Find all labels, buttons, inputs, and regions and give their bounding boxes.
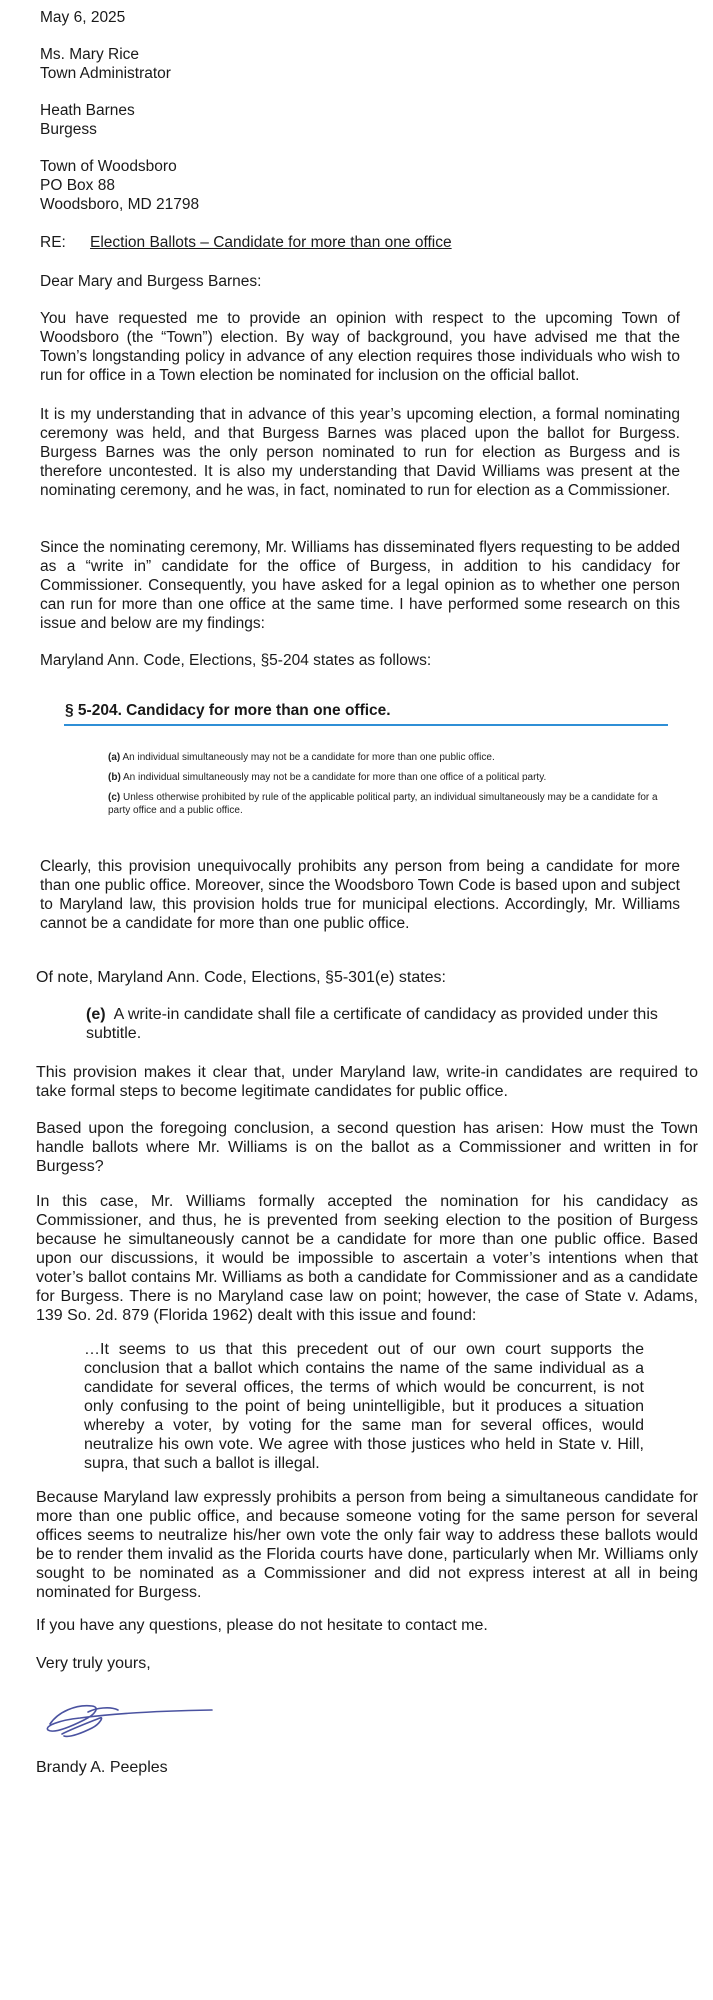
paragraph-final-conclusion: Because Maryland law expressly prohibits a person from being a simultaneous candidate for more than one public office, and because someone voting for the same person for several offices seems to neutralize his/her own vote the only fair way to address these ballots would be to render them invalid as the Florida courts have done, particularly when Mr. Williams only sought to be nominated as a Commissioner and did not express interest at all in being nominated for Burgess. <box>36 1489 698 1601</box>
paragraph-second-question: Based upon the foregoing conclusion, a second question has arisen: How must the Town handle ballots where Mr. Williams is on the ballot as a Commissioner and written in for Burgess? <box>36 1120 698 1175</box>
paragraph-write-in-request: Since the nominating ceremony, Mr. Williams has disseminated flyers requesting to be added as a “write in” candidate for the office of Burgess, in addition to his candidacy for Commissioner. Consequently, you have asked for a legal opinion as to whether one person can run for more than one office at the same time. I have performed some research on this issue and below are my findings: <box>40 539 680 632</box>
letter-date: May 6, 2025 <box>40 9 126 26</box>
subsection-b-text: An individual simultaneously may not be a candidate for more than one office of a political party. <box>123 772 547 783</box>
address-line-3: Woodsboro, MD 21798 <box>40 196 200 213</box>
paragraph-background: You have requested me to provide an opinion with respect to the upcoming Town of Woodsboro (the “Town”) election. By way of background, you have advised me that the Town’s longstanding policy in advance of any election requires those individuals who wish to run for office in a Town election be nominated for inclusion on the official ballot. <box>40 310 680 384</box>
recipient-2-title: Burgess <box>40 121 97 138</box>
paragraph-statute-intro: Maryland Ann. Code, Elections, §5-204 states as follows: <box>40 652 432 669</box>
subject-line <box>40 233 680 252</box>
closing: Very truly yours, <box>36 1655 151 1672</box>
paragraph-nomination: It is my understanding that in advance of this year’s upcoming election, a formal nominating ceremony was held, and that Burgess Barnes was placed upon the ballot for Burgess. Burgess Barnes was the only person nominated to run for election as Burgess and is therefore uncontested. It is also my understanding that David Williams was present at the nominating ceremony, and he was, in fact, nominated to run for election as a Commissioner. <box>40 406 680 499</box>
subsection-a-text: An individual simultaneously may not be a candidate for more than one public office. <box>122 752 495 763</box>
salutation: Dear Mary and Burgess Barnes: <box>40 273 262 290</box>
re-subject: Election Ballots – Candidate for more than one office <box>90 234 452 251</box>
paragraph-conclusion-1: Clearly, this provision unequivocally prohibits any person from being a candidate for more than one public office. Moreover, since the Woodsboro Town Code is based upon and subject to Maryland law, this provision holds true for municipal elections. Accordingly, Mr. Williams cannot be a candidate for more than one public office. <box>40 858 680 932</box>
recipient-2 <box>40 101 135 139</box>
paragraph-5-301-intro: Of note, Maryland Ann. Code, Elections, §5-301(e) states: <box>36 969 446 986</box>
statute-heading-rule <box>64 724 668 726</box>
quote-e-label: (e) <box>86 1006 106 1023</box>
recipient-1 <box>40 45 171 83</box>
subsection-a-label: (a) <box>108 752 121 763</box>
re-label: RE: <box>40 234 66 251</box>
recipient-1-name: Ms. Mary Rice <box>40 46 140 63</box>
statute-subsection-b <box>108 771 668 784</box>
mailing-address <box>40 157 199 214</box>
signer-name: Brandy A. Peeples <box>36 1759 168 1776</box>
recipient-2-name: Heath Barnes <box>40 102 135 119</box>
subsection-c-label: (c) <box>108 792 121 803</box>
subsection-c-text: Unless otherwise prohibited by rule of the applicable political party, an individual simultaneously may be a candidate for a party office and a public office. <box>108 792 658 816</box>
address-line-2: PO Box 88 <box>40 177 115 194</box>
statute-subsection-a <box>108 751 668 764</box>
paragraph-analysis: In this case, Mr. Williams formally accepted the nomination for his candidacy as Commissioner, and thus, he is prevented from seeking election to the position of Burgess because he simultaneously cannot be a candidate for more than one public office. Based upon our discussions, it would be impossible to ascertain a voter’s intentions when that voter’s ballot contains Mr. Williams as both a candidate for Commissioner and as a candidate for Burgess. There is no Maryland case law on point; however, the case of State v. Adams, 139 So. 2d. 879 (Florida 1962) dealt with this issue and found: <box>36 1193 698 1324</box>
statute-subsection-c <box>108 791 668 817</box>
quote-e-text: A write-in candidate shall file a certificate of candidacy as provided under this subtitle. <box>86 1006 658 1042</box>
statute-heading: § 5-204. Candidacy for more than one office. <box>65 702 391 719</box>
subsection-b-label: (b) <box>108 772 121 783</box>
case-quotation: …It seems to us that this precedent out of our own court supports the conclusion that a ballot which contains the name of the same individual as a candidate for several offices, the terms of which would be concurrent, is not only confusing to the point of being unintelligible, but it produces a situation whereby a voter, by voting for the same man for several offices, would neutralize his own vote. We agree with those justices who held in State v. Hill, supra, that such a ballot is illegal. <box>84 1341 644 1472</box>
paragraph-write-in-requirement: This provision makes it clear that, under Maryland law, write-in candidates are required to take formal steps to become legitimate candidates for public office. <box>36 1064 698 1100</box>
handwritten-signature-icon <box>40 1694 220 1744</box>
paragraph-contact: If you have any questions, please do not hesitate to contact me. <box>36 1617 488 1634</box>
recipient-1-title: Town Administrator <box>40 65 171 82</box>
address-line-1: Town of Woodsboro <box>40 158 177 175</box>
statute-5-301e-quote <box>86 1005 698 1043</box>
